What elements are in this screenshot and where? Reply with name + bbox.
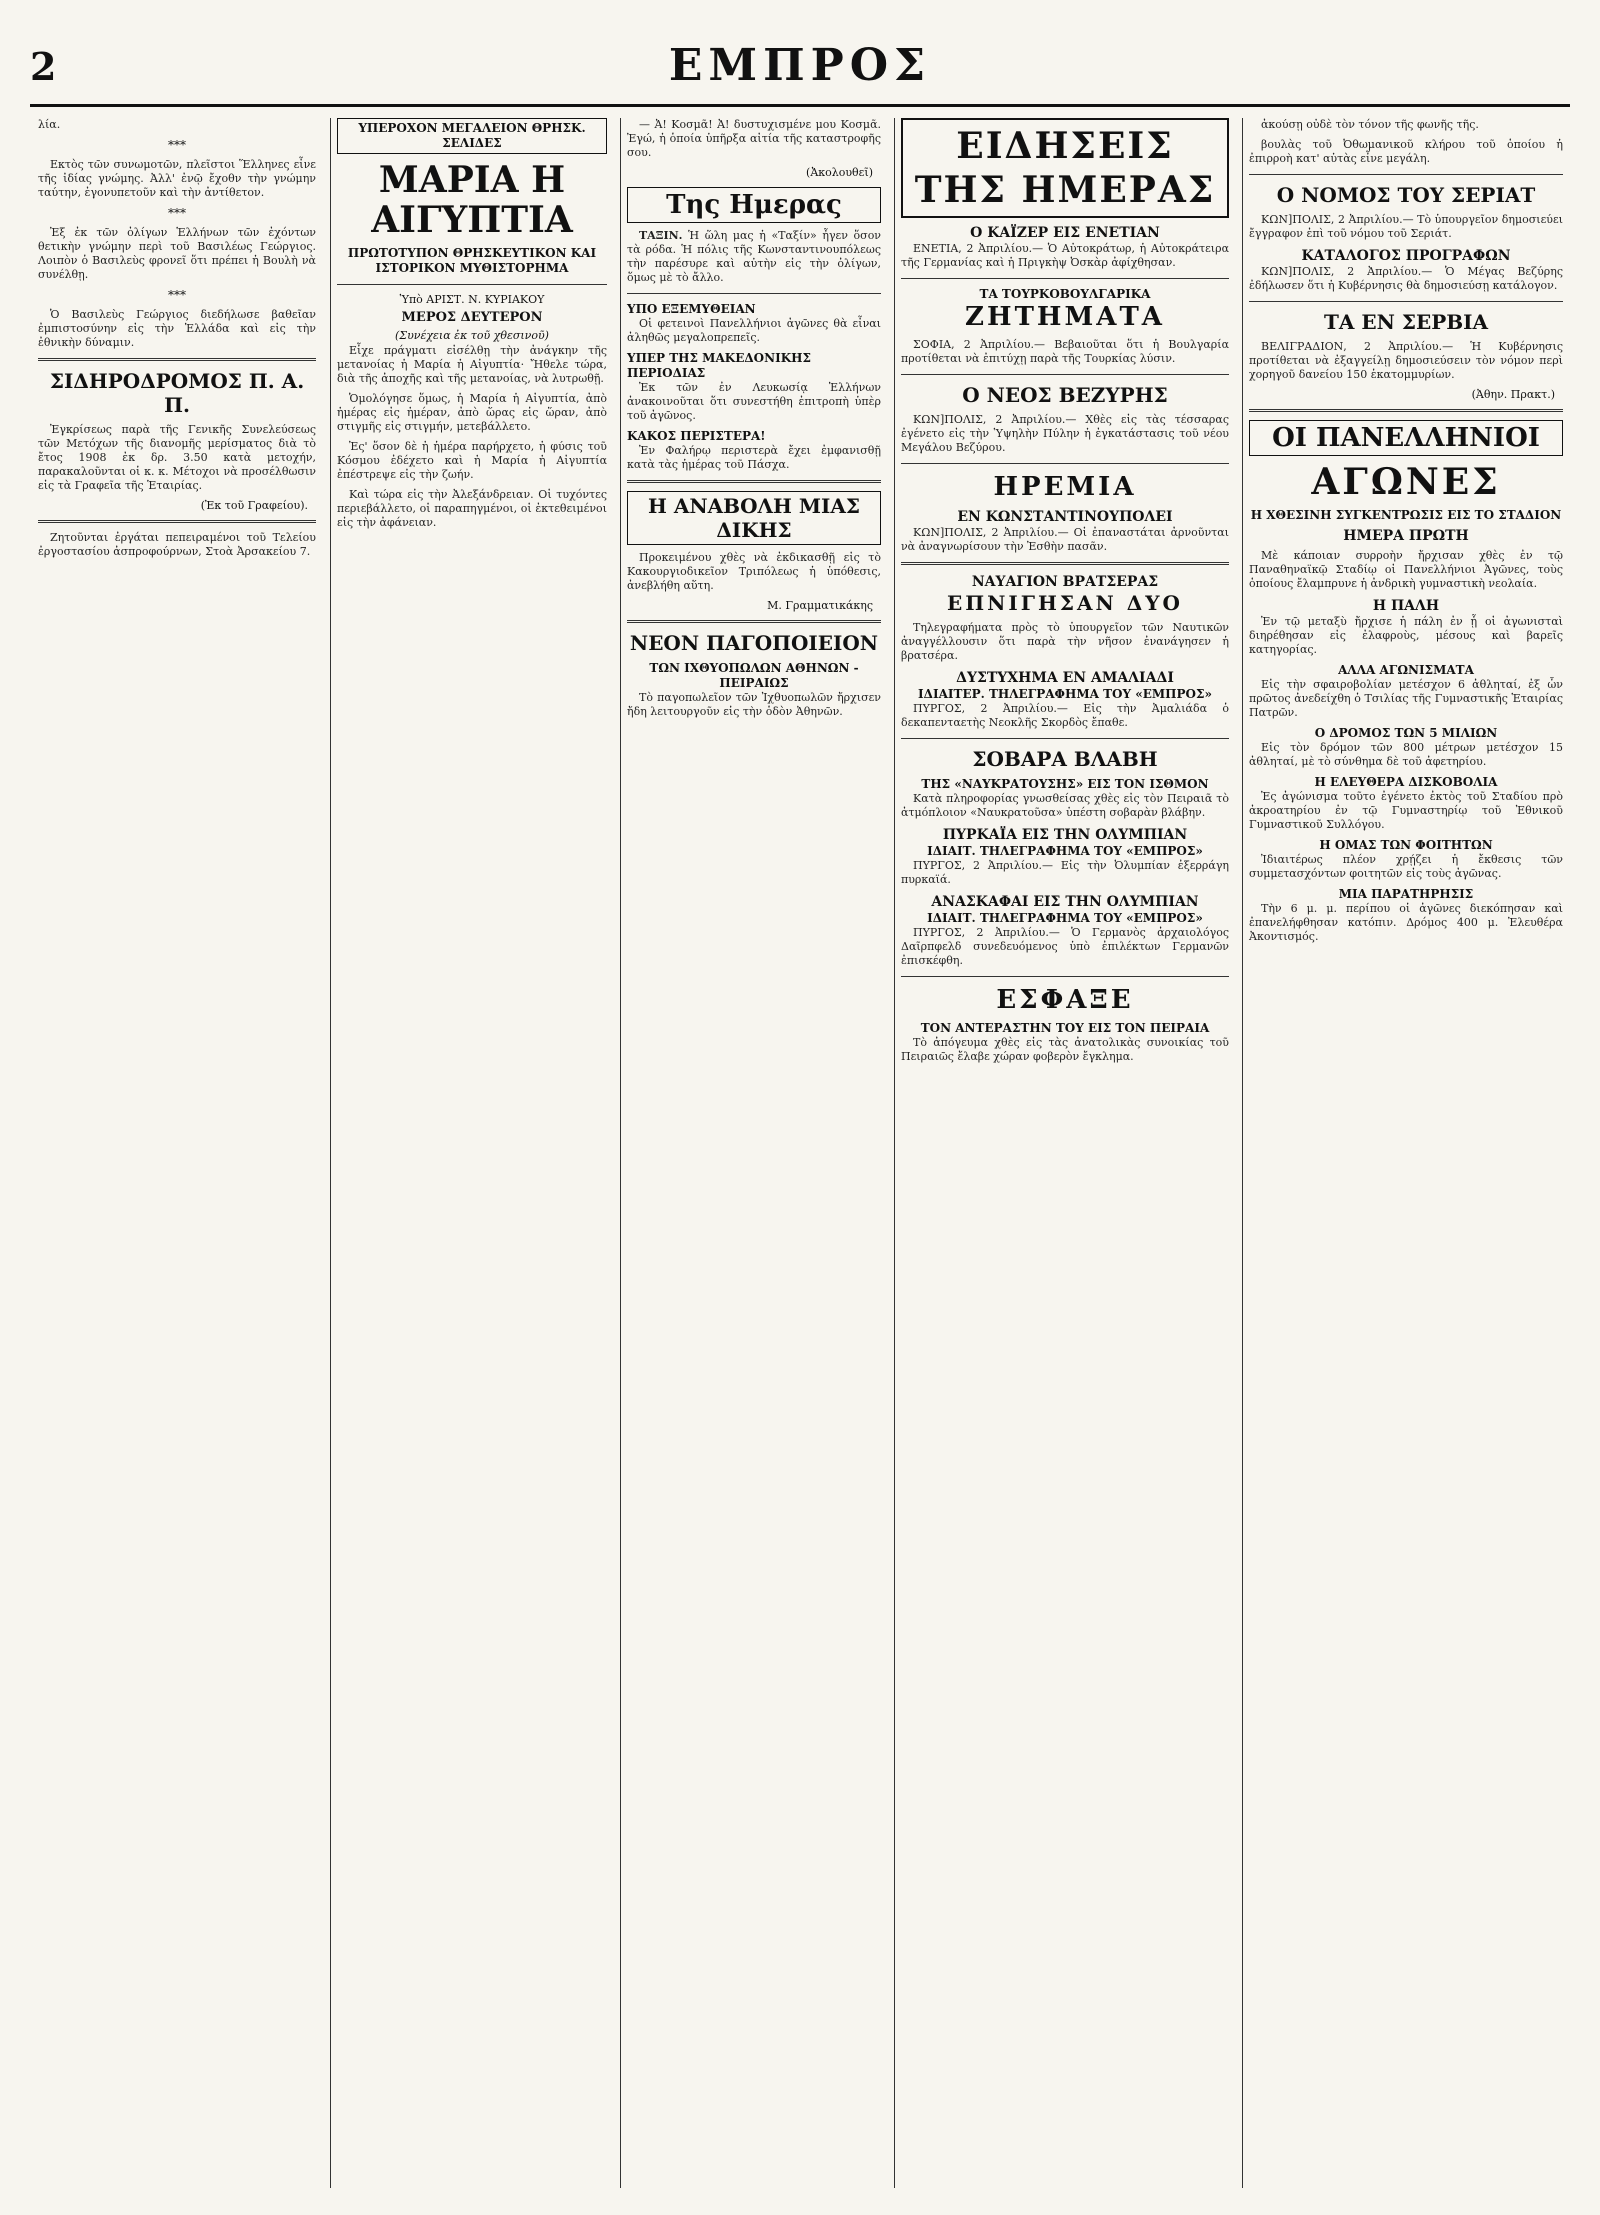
newspaper-name: ΕΜΠΡΟΣ <box>668 40 932 91</box>
amaliada-sub: ΙΔΙΑΙΤΕΡ. ΤΗΛΕΓΡΑΦΗΜΑ ΤΟΥ «ΕΜΠΡΟΣ» <box>918 687 1212 701</box>
item-title: ΚΑΚΟΣ ΠΕΡΙΣΤΕΡΑ! <box>627 429 766 443</box>
calm-subheadline: ΕΝ ΚΩΝΣΤΑΝΤΙΝΟΥΠΟΛΕΙ <box>957 509 1173 525</box>
calm-text: ΚΩΝ]ΠΟΛΙΣ, 2 Ἀπριλίου.— Οἱ ἐπαναστάται ἀρνοῦνται νὰ ἀναγνωρίσουν τὴν Ἐσθὴν πασᾶν. <box>901 526 1229 553</box>
dig-headline: ΑΝΑΣΚΑΦΑΙ ΕΙΣ ΤΗΝ ΟΛΥΜΠΙΑΝ <box>931 894 1199 910</box>
dig-text: ΠΥΡΓΟΣ, 2 Ἀπριλίου.— Ὁ Γερμανὸς ἀρχαιολόγος Δαῖρπφελδ συνεδευόμενος ὑπὸ ἐπιλέκτων Γερμανῶν ἐπισκέφθη. <box>901 926 1229 967</box>
divider <box>901 976 1229 977</box>
railway-text: Ἐγκρίσεως παρὰ τῆς Γενικῆς Συνελεύσεως τῶν Μετόχων τῆς διανομῆς μερίσματος διὰ τὸ ἔτος 1908 ἐκ δρ. 3.50 κατὰ μετοχήν, παρακαλοῦνται οἱ κ. κ. Μέτοχοι νὰ προσέλθωσιν εἰς τὰ Γραφεῖα τῆς Ἑταιρίας. <box>38 423 316 492</box>
note-headline: ΜΙΑ ΠΑΡΑΤΗΡΗΣΙΣ <box>1338 887 1474 901</box>
column-title: Της Ημερας <box>627 187 881 223</box>
students-headline: Η ΟΜΑΣ ΤΩΝ ΦΟΙΤΗΤΩΝ <box>1319 838 1493 852</box>
taxis-body: Ἡ ὥλη μας ἡ «Ταξίν» ἦγεν ὅσον τὰ ρόδα. Ἡ πόλις τῆς Κωνσταντινουπόλεως τὴν παρέσυρε καὶ αὐτὴν εἰς τὴν ὀλίγων, ὅμως μὲ τὸ ἄλλο. <box>627 229 881 284</box>
divider <box>901 463 1229 464</box>
separator: *** <box>168 206 186 220</box>
article-paragraph: Ἐξ ἐκ τῶν ὀλίγων Ἑλλήνων τῶν ἐχόντων θετικὴν γνώμην περὶ τοῦ Βασιλέως Γεώργιος. Λοιπὸν ὁ Βασιλεὺς φρονεῖ ὅτι πρέπει ἡ Βουλὴ νὰ συνέλθῃ. <box>38 226 316 281</box>
prog-headline: ΚΑΤΑΛΟΓΟΣ ΠΡΟΓΡΑΦΩΝ <box>1301 248 1511 264</box>
damage-text: Κατὰ πληροφορίας γνωσθείσας χθὲς εἰς τὸν Πειραιᾶ τὸ ἀτμόπλοιον «Ναυκρατοῦσα» ὑπέστη σοβαρὰν βλάβην. <box>901 792 1229 819</box>
serial-paragraph: Καὶ τώρα εἰς τὴν Ἀλεξάνδρειαν. Οἱ τυχόντες περιεβάλλετο, οἱ παραπηγμένοι, οἱ ἐκτεθειμένοι εἰς τὴν ἀφάνειαν. <box>337 488 607 529</box>
prog-text: ΚΩΝ]ΠΟΛΙΣ, 2 Ἀπριλίου.— Ὁ Μέγας Βεζύρης ἐδήλωσεν ὅτι ἡ Κυβέρνησις θὰ δημοσιεύσῃ κατάλογον. <box>1249 265 1563 292</box>
divider <box>38 520 316 523</box>
column-2 <box>330 118 613 2188</box>
discus-text: Ἐς ἀγώνισμα τοῦτο ἐγένετο ἐκτὸς τοῦ Σταδίου πρὸ ἀκροατηρίου ἐν τῷ Γυμναστηρίῳ τοῦ Ἐθνικοῦ Γυμναστικοῦ Συλλόγου. <box>1249 790 1563 831</box>
article-paragraph: Ὁ Βασιλεὺς Γεώργιος διεδήλωσε βαθεῖαν ἐμπιστοσύνην εἰς τὴν Ἑλλάδα καὶ εἰς τὴν ἐθνικὴν δύναμιν. <box>38 308 316 349</box>
taxis-text <box>627 229 881 285</box>
divider <box>901 374 1229 375</box>
wreck-headline: ΝΑΥΑΓΙΟΝ ΒΡΑΤΣΕΡΑΣ <box>971 574 1159 590</box>
columns <box>32 118 1568 2188</box>
separator: *** <box>168 138 186 152</box>
serbia-headline: ΤΑ ΕΝ ΣΕΡΒΙΑ <box>1323 310 1489 334</box>
kaiser-text: ΕΝΕΤΙΑ, 2 Ἀπριλίου.— Ὁ Αὐτοκράτωρ, ἡ Αὐτοκράτειρα τῆς Γερμανίας καὶ ἡ Πριγκὴψ Ὀσκὰρ ἀφίχθησαν. <box>901 242 1229 269</box>
item-text: Ἐν Φαλήρῳ περιστερὰ ἔχει ἐμφανισθῇ κατὰ τὰς ἡμέρας τοῦ Πάσχα. <box>627 444 881 471</box>
news-banner: ΕΙΔΗΣΕΙΣ ΤΗΣ ΗΜΕΡΑΣ <box>901 118 1229 218</box>
turk-kicker: ΤΑ ΤΟΥΡΚΟΒΟΥΛΓΑΡΙΚΑ <box>979 287 1151 301</box>
column-fragment: ἀκούσῃ οὐδὲ τὸν τόνον τῆς φωνῆς τῆς. <box>1261 118 1479 131</box>
taxis-label: ΤΑΞΙΝ. <box>639 229 683 242</box>
sultan-text: βουλὰς τοῦ Ὀθωμανικοῦ κλήρου τοῦ ὁποίου ἡ ἐπιρροὴ κατ' αὐτὰς εἶνε μεγάλη. <box>1249 138 1563 165</box>
classified-ad: Ζητοῦνται ἐργάται πεπειραμένοι τοῦ Τελείου ἐργοστασίου ἀσπροφούρνων, Στοὰ Ἀρσακείου 7. <box>38 531 316 558</box>
serial-subtitle: ΠΡΩΤΟΤΥΠΟΝ ΘΡΗΣΚΕΥΤΙΚΟΝ ΚΑΙ ΙΣΤΟΡΙΚΟΝ ΜΥΘΙΣΤΟΡΗΜΑ <box>347 246 597 275</box>
divider <box>627 293 881 294</box>
divider <box>38 358 316 361</box>
games-headline: ΑΓΩΝΕΣ <box>1311 461 1501 503</box>
item-text: Ἐκ τῶν ἐν Λευκωσίᾳ Ἑλλήνων ἀνακοινοῦται ὅτι συνεστήθη ἐπιτροπὴ ὑπὲρ τοῦ ἀγῶνος. <box>627 381 881 422</box>
item-text: Οἱ φετεινοὶ Πανελλήνιοι ἀγῶνες θὰ εἶναι ἀληθῶς μεγαλοπρεπεῖς. <box>627 317 881 344</box>
news-headline: ΝΕΟΝ ΠΑΓΟΠΟΙΕΙΟΝ <box>629 631 879 655</box>
damage-headline: ΣΟΒΑΡΑ ΒΛΑΒΗ <box>972 747 1158 771</box>
fire-text: ΠΥΡΓΟΣ, 2 Ἀπριλίου.— Εἰς τὴν Ὀλυμπίαν ἐξερράγη πυρκαϊά. <box>901 859 1229 886</box>
turk-text: ΣΟΦΙΑ, 2 Ἀπριλίου.— Βεβαιοῦται ὅτι ἡ Βουλγαρία προτίθεται νὰ ἐπιτύχῃ παρὰ τῆς Τουρκίας λύσιν. <box>901 338 1229 365</box>
news-subheadline: ΤΩΝ ΙΧΘΥΟΠΩΛΩΝ ΑΘΗΝΩΝ - ΠΕΙΡΑΙΩΣ <box>649 661 859 690</box>
games-subheadline: Η ΧΘΕΣΙΝΗ ΣΥΓΚΕΝΤΡΩΣΙΣ ΕΙΣ ΤΟ ΣΤΑΔΙΟΝ <box>1250 508 1562 522</box>
article-paragraph: Εκτὸς τῶν συνωμοτῶν, πλεῖστοι Ἕλληνες εἶνε τῆς ἰδίας γνώμης. Ἀλλ' ἐνῷ ἔχοθν τὴν γνώμην ταύτην, ἐγονυπετοῦν καὶ τὴν ἀντίθετον. <box>38 158 316 199</box>
serbia-text: ΒΕΛΙΓΡΑΔΙΟΝ, 2 Ἀπριλίου.— Ἡ Κυβέρνησις προτίθεται νὰ ἐξαγγείλῃ δημοσιεύσειν τὸν νόμον περὶ χορηγοῦ δανείου 150 ἑκατομμυρίων. <box>1249 340 1563 381</box>
run-headline: Ο ΔΡΟΜΟΣ ΤΩΝ 5 ΜΙΛΙΩΝ <box>1314 726 1498 740</box>
run-text: Εἰς τὸν δρόμον τῶν 800 μέτρων μετέσχον 15 ἀθληταί, μὲ τὸ σύνθημα δὲ τοῦ ἀφετηρίου. <box>1249 741 1563 768</box>
column-3 <box>620 118 887 2188</box>
trial-text: Προκειμένου χθὲς νὰ ἐκδικασθῇ εἰς τὸ Κακουργιοδικεῖον Τριπόλεως ἡ ὑπόθεσις, ἀνεβλήθη αὕτη. <box>627 551 881 592</box>
wreck-subheadline: ΕΠΝΙΓΗΣΑΝ ΔΥΟ <box>947 591 1183 615</box>
games-kicker: ΟΙ ΠΑΝΕΛΛΗΝΙΟΙ <box>1249 420 1563 456</box>
damage-subheadline: ΤΗΣ «ΝΑΥΚΡΑΤΟΥΣΗΣ» ΕΙΣ ΤΟΝ ΙΣΘΜΟΝ <box>921 777 1209 791</box>
serial-paragraph: Ἐς' ὅσον δὲ ἡ ἡμέρα παρήρχετο, ἡ φύσις τοῦ Κόσμου ἐδέχετο καὶ ἡ Μαρία ἡ Αἰγυπτία ἐπέστρεψε εἰς τὴν ζωήν. <box>337 440 607 481</box>
news-text: Τὸ παγοπωλεῖον τῶν Ἰχθυοπωλῶν ἤρχισεν ἤδη λειτουργοῦν εἰς τὴν ὁδὸν Ἀθηνῶν. <box>627 691 881 718</box>
other-headline: ΑΛΛΑ ΑΓΩΝΙΣΜΑΤΑ <box>1338 663 1474 677</box>
masthead <box>30 40 1570 107</box>
item-title: ΥΠΕΡ ΤΗΣ ΜΑΚΕΔΟΝΙΚΗΣ ΠΕΡΙΟΔΙΑΣ <box>627 351 811 380</box>
vizier-text: ΚΩΝ]ΠΟΛΙΣ, 2 Ἀπριλίου.— Χθὲς εἰς τὰς τέσσαρας ἐγένετο εἰς τὴν Ὑψηλὴν Πύλην ἡ ἐγκατάστασις τοῦ νέου Μεγάλου Βεζύρου. <box>901 413 1229 454</box>
column-1 <box>32 118 322 2188</box>
serial-kicker: ΥΠΕΡΟΧΟΝ ΜΕΓΑΛΕΙΟΝ ΘΡΗΣΚ. ΣΕΛΙΔΕΣ <box>337 118 607 154</box>
trial-author: Μ. Γραμματικάκης <box>767 599 873 612</box>
wrestling-text: Ἐν τῷ μεταξὺ ἤρχισε ἡ πάλη ἐν ᾗ οἱ ἀγωνισταὶ διηρέθησαν εἰς ἐλαφροὺς, μέσους καὶ βαρεῖς κατηγορίας. <box>1249 615 1563 656</box>
railway-headline: ΣΙΔΗΡΟΔΡΟΜΟΣ Π. Α. Π. <box>49 369 305 417</box>
discus-headline: Η ΕΛΕΥΘΕΡΑ ΔΙΣΚΟΒΟΛΙΑ <box>1314 775 1498 789</box>
divider <box>627 480 881 483</box>
fire-sub: ΙΔΙΑΙΤ. ΤΗΛΕΓΡΑΦΗΜΑ ΤΟΥ «ΕΜΠΡΟΣ» <box>927 844 1203 858</box>
divider <box>1249 409 1563 412</box>
seriat-text: ΚΩΝ]ΠΟΛΙΣ, 2 Ἀπριλίου.— Τὸ ὑπουργεῖον δημοσιεύει ἔγγραφον ἐπὶ τοῦ νόμου τοῦ Σεριάτ. <box>1249 213 1563 240</box>
divider <box>337 284 607 285</box>
item-title: ΥΠΟ ΕΞΕΜΥΘΕΙΑΝ <box>627 302 756 316</box>
trial-headline: Η ΑΝΑΒΟΛΗ ΜΙΑΣ ΔΙΚΗΣ <box>627 491 881 545</box>
fire-headline: ΠΥΡΚΑΪΑ ΕΙΣ ΤΗΝ ΟΛΥΜΠΙΑΝ <box>942 827 1188 843</box>
divider <box>627 620 881 623</box>
stab-text: Τὸ ἀπόγευμα χθὲς εἰς τὰς ἀνατολικὰς συνοικίας τοῦ Πειραιῶς ἔλαβε χώραν φοβερὸν ἔγκλημα. <box>901 1036 1229 1063</box>
turk-headline: ΖΗΤΗΜΑΤΑ <box>965 302 1165 332</box>
serial-paragraph: Ὁμολόγησε ὅμως, ἡ Μαρία ἡ Αἰγυπτία, ἀπὸ ἡμέρας εἰς ἡμέραν, ἀπὸ ὥρας εἰς ὥραν, ἀπὸ στιγμῆς εἰς στιγμήν, μετεβάλλετο. <box>337 392 607 433</box>
divider <box>1249 301 1563 302</box>
serial-byline: Ὑπὸ ΑΡΙΣΤ. Ν. ΚΥΡΙΑΚΟΥ <box>399 293 545 306</box>
lead-fragment: λία. <box>38 118 61 131</box>
serial-paragraph: Εἶχε πράγματι εἰσέλθῃ τὴν ἀνάγκην τῆς μετανοίας ἡ Μαρία ἡ Αἰγυπτία· Ἤθελε τώρα, διὰ τῆς ἀποχῆς καὶ τῆς μετανοίας, νὰ λυτρωθῇ. <box>337 344 607 385</box>
seriat-headline: Ο ΝΟΜΟΣ ΤΟΥ ΣΕΡΙΑΤ <box>1276 183 1536 207</box>
serial-title: ΜΑΡΙΑ Η ΑΙΓΥΠΤΙΑ <box>371 159 573 241</box>
serial-fragment: — Ἀ! Κοσμᾶ! Ἀ! δυστυχισμένε μου Κοσμᾶ. Ἐγώ, ἡ ὁποία ὑπῆρξα αἰτία τῆς καταστροφῆς σου. <box>627 118 881 159</box>
note-text: Τὴν 6 μ. μ. περίπου οἱ ἀγῶνες διεκόπησαν καὶ ἐπανελήφθησαν κατόπιν. Δρόμος 400 μ. Ἐλευθέρα Ἀκοντισμός. <box>1249 902 1563 943</box>
divider <box>901 738 1229 739</box>
amaliada-headline: ΔΥΣΤΥΧΗΜΑ ΕΝ ΑΜΑΛΙΑΔΙ <box>956 670 1174 686</box>
vizier-headline: Ο ΝΕΟΣ ΒΕΖΥΡΗΣ <box>962 383 1168 407</box>
amaliada-text: ΠΥΡΓΟΣ, 2 Ἀπριλίου.— Εἰς τὴν Ἀμαλιάδα ὁ δεκαπενταετὴς Νεοκλῆς Σκορδὸς ἔπαθε. <box>901 702 1229 729</box>
calm-headline: ΗΡΕΜΙΑ <box>993 472 1137 502</box>
divider <box>1249 174 1563 175</box>
games-day: ΗΜΕΡΑ ΠΡΩΤΗ <box>1343 528 1469 544</box>
wrestling-headline: Η ΠΑΛΗ <box>1372 598 1440 614</box>
column-4 <box>894 118 1235 2188</box>
serial-continued: (Συνέχεια ἐκ τοῦ χθεσινοῦ) <box>395 329 549 342</box>
column-5 <box>1242 118 1569 2188</box>
games-text: Μὲ κάποιαν συρροὴν ἤρχισαν χθὲς ἐν τῷ Παναθηναϊκῷ Σταδίῳ οἱ Πανελλήνιοι Ἀγῶνες, τοὺς ὁποίους ἔλαμπρυνε ἡ ἀνδρικὴ γυμναστικὴ νεολαία. <box>1249 549 1563 590</box>
divider <box>901 278 1229 279</box>
serbia-source: (Ἀθην. Πρακτ.) <box>1471 388 1555 401</box>
kaiser-headline: Ο ΚΑΪΖΕΡ ΕΙΣ ΕΝΕΤΙΑΝ <box>970 225 1160 241</box>
separator: *** <box>168 288 186 302</box>
divider <box>901 562 1229 565</box>
railway-source: (Ἐκ τοῦ Γραφείου). <box>200 499 308 512</box>
wreck-text: Τηλεγραφήματα πρὸς τὸ ὑπουργεῖον τῶν Ναυτικῶν ἀναγγέλλουσιν ὅτι παρὰ τὴν νῆσον ἐνανάγησεν ἡ βρατσέρα. <box>901 621 1229 662</box>
students-text: Ἰδιαιτέρως πλέον χρῄζει ἡ ἔκθεσις τῶν συμμετασχόντων φοιτητῶν εἰς τοὺς ἀγῶνας. <box>1249 853 1563 880</box>
serial-continues: (Ἀκολουθεῖ) <box>806 166 873 179</box>
serial-part: ΜΕΡΟΣ ΔΕΥΤΕΡΟΝ <box>401 310 543 325</box>
page-number: 2 <box>30 44 57 89</box>
dig-sub: ΙΔΙΑΙΤ. ΤΗΛΕΓΡΑΦΗΜΑ ΤΟΥ «ΕΜΠΡΟΣ» <box>927 911 1203 925</box>
stab-headline: ΕΣΦΑΞΕ <box>996 985 1134 1015</box>
stab-subheadline: ΤΟΝ ΑΝΤΕΡΑΣΤΗΝ ΤΟΥ ΕΙΣ ΤΟΝ ΠΕΙΡΑΙΑ <box>920 1021 1210 1035</box>
other-text: Εἰς τὴν σφαιροβολίαν μετέσχον 6 ἀθληταί, ἐξ ὧν πρῶτος ἀνεδείχθη ὁ Τσιλίας τῆς Γυμναστικῆς Ἑταιρίας Πατρῶν. <box>1249 678 1563 719</box>
